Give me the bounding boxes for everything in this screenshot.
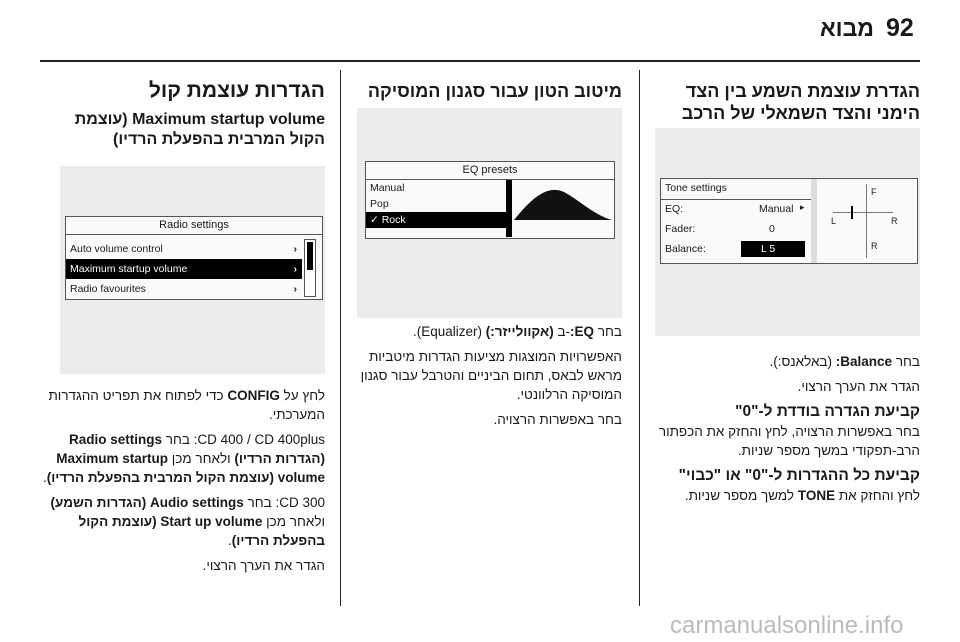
- eq-curve-icon: [514, 180, 612, 237]
- eq-presets-photo: [357, 108, 622, 318]
- rear-label: R: [871, 241, 878, 251]
- eq-presets-screen: [365, 161, 615, 239]
- menu-item-auto-volume: Auto volume control ›: [66, 239, 302, 259]
- radio-settings-photo: [60, 166, 325, 374]
- screen-title: Radio settings: [66, 217, 322, 235]
- chevron-right-icon: ▸: [800, 202, 805, 212]
- reset-single-paragraph: בחר באפשרות הרצויה, לחץ והחזק את הכפתור הרב-תפקודי במשך מספר שניות.: [658, 424, 920, 458]
- tone-settings-photo: [655, 128, 920, 336]
- right-column-title: הגדרת עוצמת השמע בין הצד הימני והצד השמאלי של הרכב: [681, 81, 920, 123]
- fader-axis: [866, 184, 867, 258]
- menu-item-radio-favourites: Radio favourites ›: [66, 279, 302, 299]
- menu-item-max-startup: Maximum startup volume ›: [66, 259, 302, 279]
- right-column-text: [655, 352, 920, 511]
- right-label: R: [891, 216, 898, 226]
- max-startup-heading: Maximum startup volume (עוצמת הקול המרבית בהפעלת הרדיו): [74, 111, 325, 148]
- left-column-text: [40, 386, 325, 581]
- cd400-paragraph: CD 400 / CD 400plus: בחר Radio settings (הגדרות הרדיו) ולאחר מכן Maximum startup volume (עוצמת הקול המרבית בהפעלת הרדיו).: [42, 432, 325, 485]
- chevron-right-icon: ›: [293, 243, 297, 255]
- reset-all-heading: קביעת כל ההגדרות ל-"0" או "כבוי": [678, 467, 920, 484]
- tone-settings-screen: [660, 178, 918, 264]
- header-rule: [40, 60, 920, 62]
- front-label: F: [871, 187, 877, 197]
- balance-marker-icon: [851, 206, 853, 219]
- middle-column-title: מיטוב הטון עבור סגנון המוסיקה: [367, 81, 622, 101]
- screen-title: EQ presets: [366, 162, 614, 180]
- chevron-right-icon: ›: [293, 283, 297, 295]
- chevron-right-icon: ›: [293, 263, 297, 275]
- watermark: carmanualsonline.info: [670, 612, 904, 639]
- balance-axis: [833, 212, 893, 213]
- cd300-paragraph: CD 300: בחר Audio settings (הגדרות השמע) ולאחר מכן Start up volume (עוצמת הקול בהפעלת הרדיו).: [50, 495, 325, 548]
- fader-label: Fader:: [665, 223, 696, 235]
- section-title: מבוא: [819, 15, 874, 41]
- eq-description-paragraph: האפשרויות המוצגות מציעות הגדרות מיטביות מראש לבאס, תחום הביניים והטרבל עבור סגנון המוסיקה הרלוונטי.: [360, 349, 622, 402]
- page-number: 92: [886, 14, 914, 42]
- reset-single-heading: קביעת הגדרה בודדת ל-"0": [735, 403, 920, 420]
- radio-settings-screen: [65, 216, 323, 300]
- middle-column: [352, 80, 622, 102]
- scrollbar: [304, 239, 316, 297]
- config-paragraph: לחץ על CONFIG כדי לפתוח את תפריט ההגדרות המערכתי.: [48, 388, 325, 422]
- balance-label: Balance:: [665, 243, 706, 255]
- preset-item: Pop: [370, 198, 389, 210]
- choose-option-paragraph: בחר באפשרות הרצויה.: [493, 412, 622, 427]
- fader-value: 0: [769, 223, 775, 235]
- balance-value: L 5: [761, 243, 776, 255]
- column-divider-left: [340, 70, 341, 606]
- preset-item-selected: ✓ Rock: [366, 212, 506, 228]
- check-icon: ✓: [370, 214, 382, 226]
- balance-paragraph: בחר Balance: (באלאנס:).: [769, 354, 920, 369]
- right-column: [652, 80, 920, 124]
- screen-title: Tone settings: [665, 182, 727, 194]
- left-column-title: הגדרות עוצמת קול: [148, 79, 325, 102]
- set-value-paragraph: הגדר את הערך הרצוי.: [797, 379, 920, 394]
- set-value-paragraph: הגדר את הערך הרצוי.: [202, 558, 325, 573]
- preset-item: Manual: [370, 182, 405, 194]
- left-label: L: [831, 216, 837, 226]
- eq-label: EQ:: [665, 203, 684, 215]
- left-column: [40, 78, 325, 150]
- column-divider-right: [639, 70, 640, 606]
- select-eq-paragraph: בחר EQ:-ב (אקוולייזר:) (Equalizer).: [412, 324, 622, 339]
- eq-value: Manual: [759, 203, 794, 215]
- reset-all-paragraph: לחץ והחזק את TONE למשך מספר שניות.: [684, 488, 920, 503]
- middle-column-text: [357, 322, 622, 435]
